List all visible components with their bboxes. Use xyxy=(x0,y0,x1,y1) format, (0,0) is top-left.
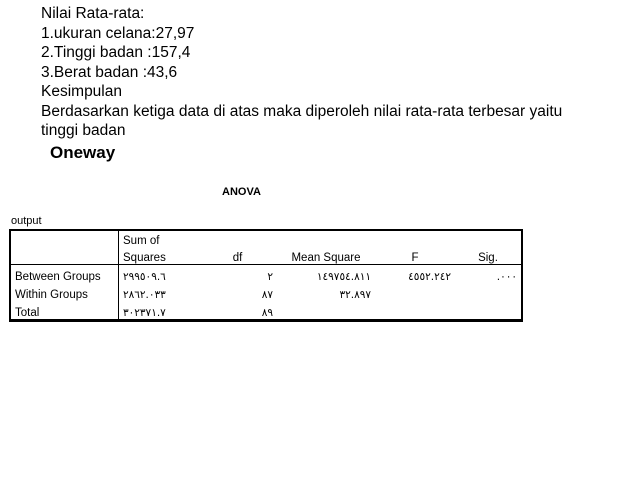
cell-df: ٨٧ xyxy=(261,289,273,301)
notes-line-6: Berdasarkan ketiga data di atas maka diperoleh nilai rata-rata terbesar yaitu xyxy=(41,102,563,120)
table-row xyxy=(10,265,522,284)
row-label: Between Groups xyxy=(15,271,101,283)
cell-mean-square xyxy=(277,301,375,321)
header-mean-square: Mean Square xyxy=(277,247,375,265)
row-label: Within Groups xyxy=(15,289,88,301)
cell-sum-of-squares: ٣٠٢٣٧١.٧ xyxy=(119,301,199,321)
cell-sum-of-squares: ٢٨٦٢.٠٣٣ xyxy=(119,283,199,301)
cell-sum-of-squares: ٢٩٩٥٠٩.٦ xyxy=(119,265,199,284)
notes-block xyxy=(41,4,562,141)
row-label: Total xyxy=(15,307,40,319)
anova-table xyxy=(9,229,523,322)
header-f: F xyxy=(375,247,455,265)
notes-line-4: 3.Berat badan :43,6 xyxy=(41,63,178,81)
header-row-top xyxy=(10,230,522,247)
oneway-heading: Oneway xyxy=(50,143,116,162)
notes-line-3: 2.Tinggi badan :157,4 xyxy=(41,44,191,61)
header-sig: Sig. xyxy=(455,247,522,265)
cell-f: ٤٥٥٢.٢٤٢ xyxy=(408,271,451,283)
cell-mean-square: ٣٢.٨٩٧ xyxy=(339,289,371,301)
cell-df: ٨٩ xyxy=(261,307,273,319)
table-row xyxy=(10,301,522,321)
cell-f xyxy=(375,301,455,321)
header-row xyxy=(10,247,522,265)
header-sum-of: Sum of xyxy=(119,230,199,247)
notes-line-1: Nilai Rata-rata: xyxy=(41,5,145,22)
cell-mean-square: ١٤٩٧٥٤.٨١١ xyxy=(316,271,371,283)
header-df: df xyxy=(198,247,277,265)
cell-sig xyxy=(455,301,522,321)
notes-line-7: tinggi badan xyxy=(41,122,126,139)
header-empty xyxy=(10,230,119,247)
cell-f xyxy=(375,283,455,301)
cell-df: ٢ xyxy=(267,271,273,283)
output-label: output xyxy=(11,215,42,227)
notes-line-5: Kesimpulan xyxy=(41,83,122,100)
notes-line-2: 1.ukuran celana:27,97 xyxy=(41,24,195,42)
anova-title: ANOVA xyxy=(222,186,261,198)
header-squares: Squares xyxy=(119,247,199,265)
cell-sig xyxy=(455,283,522,301)
table-row xyxy=(10,283,522,301)
cell-sig: .٠٠٠ xyxy=(496,271,517,283)
